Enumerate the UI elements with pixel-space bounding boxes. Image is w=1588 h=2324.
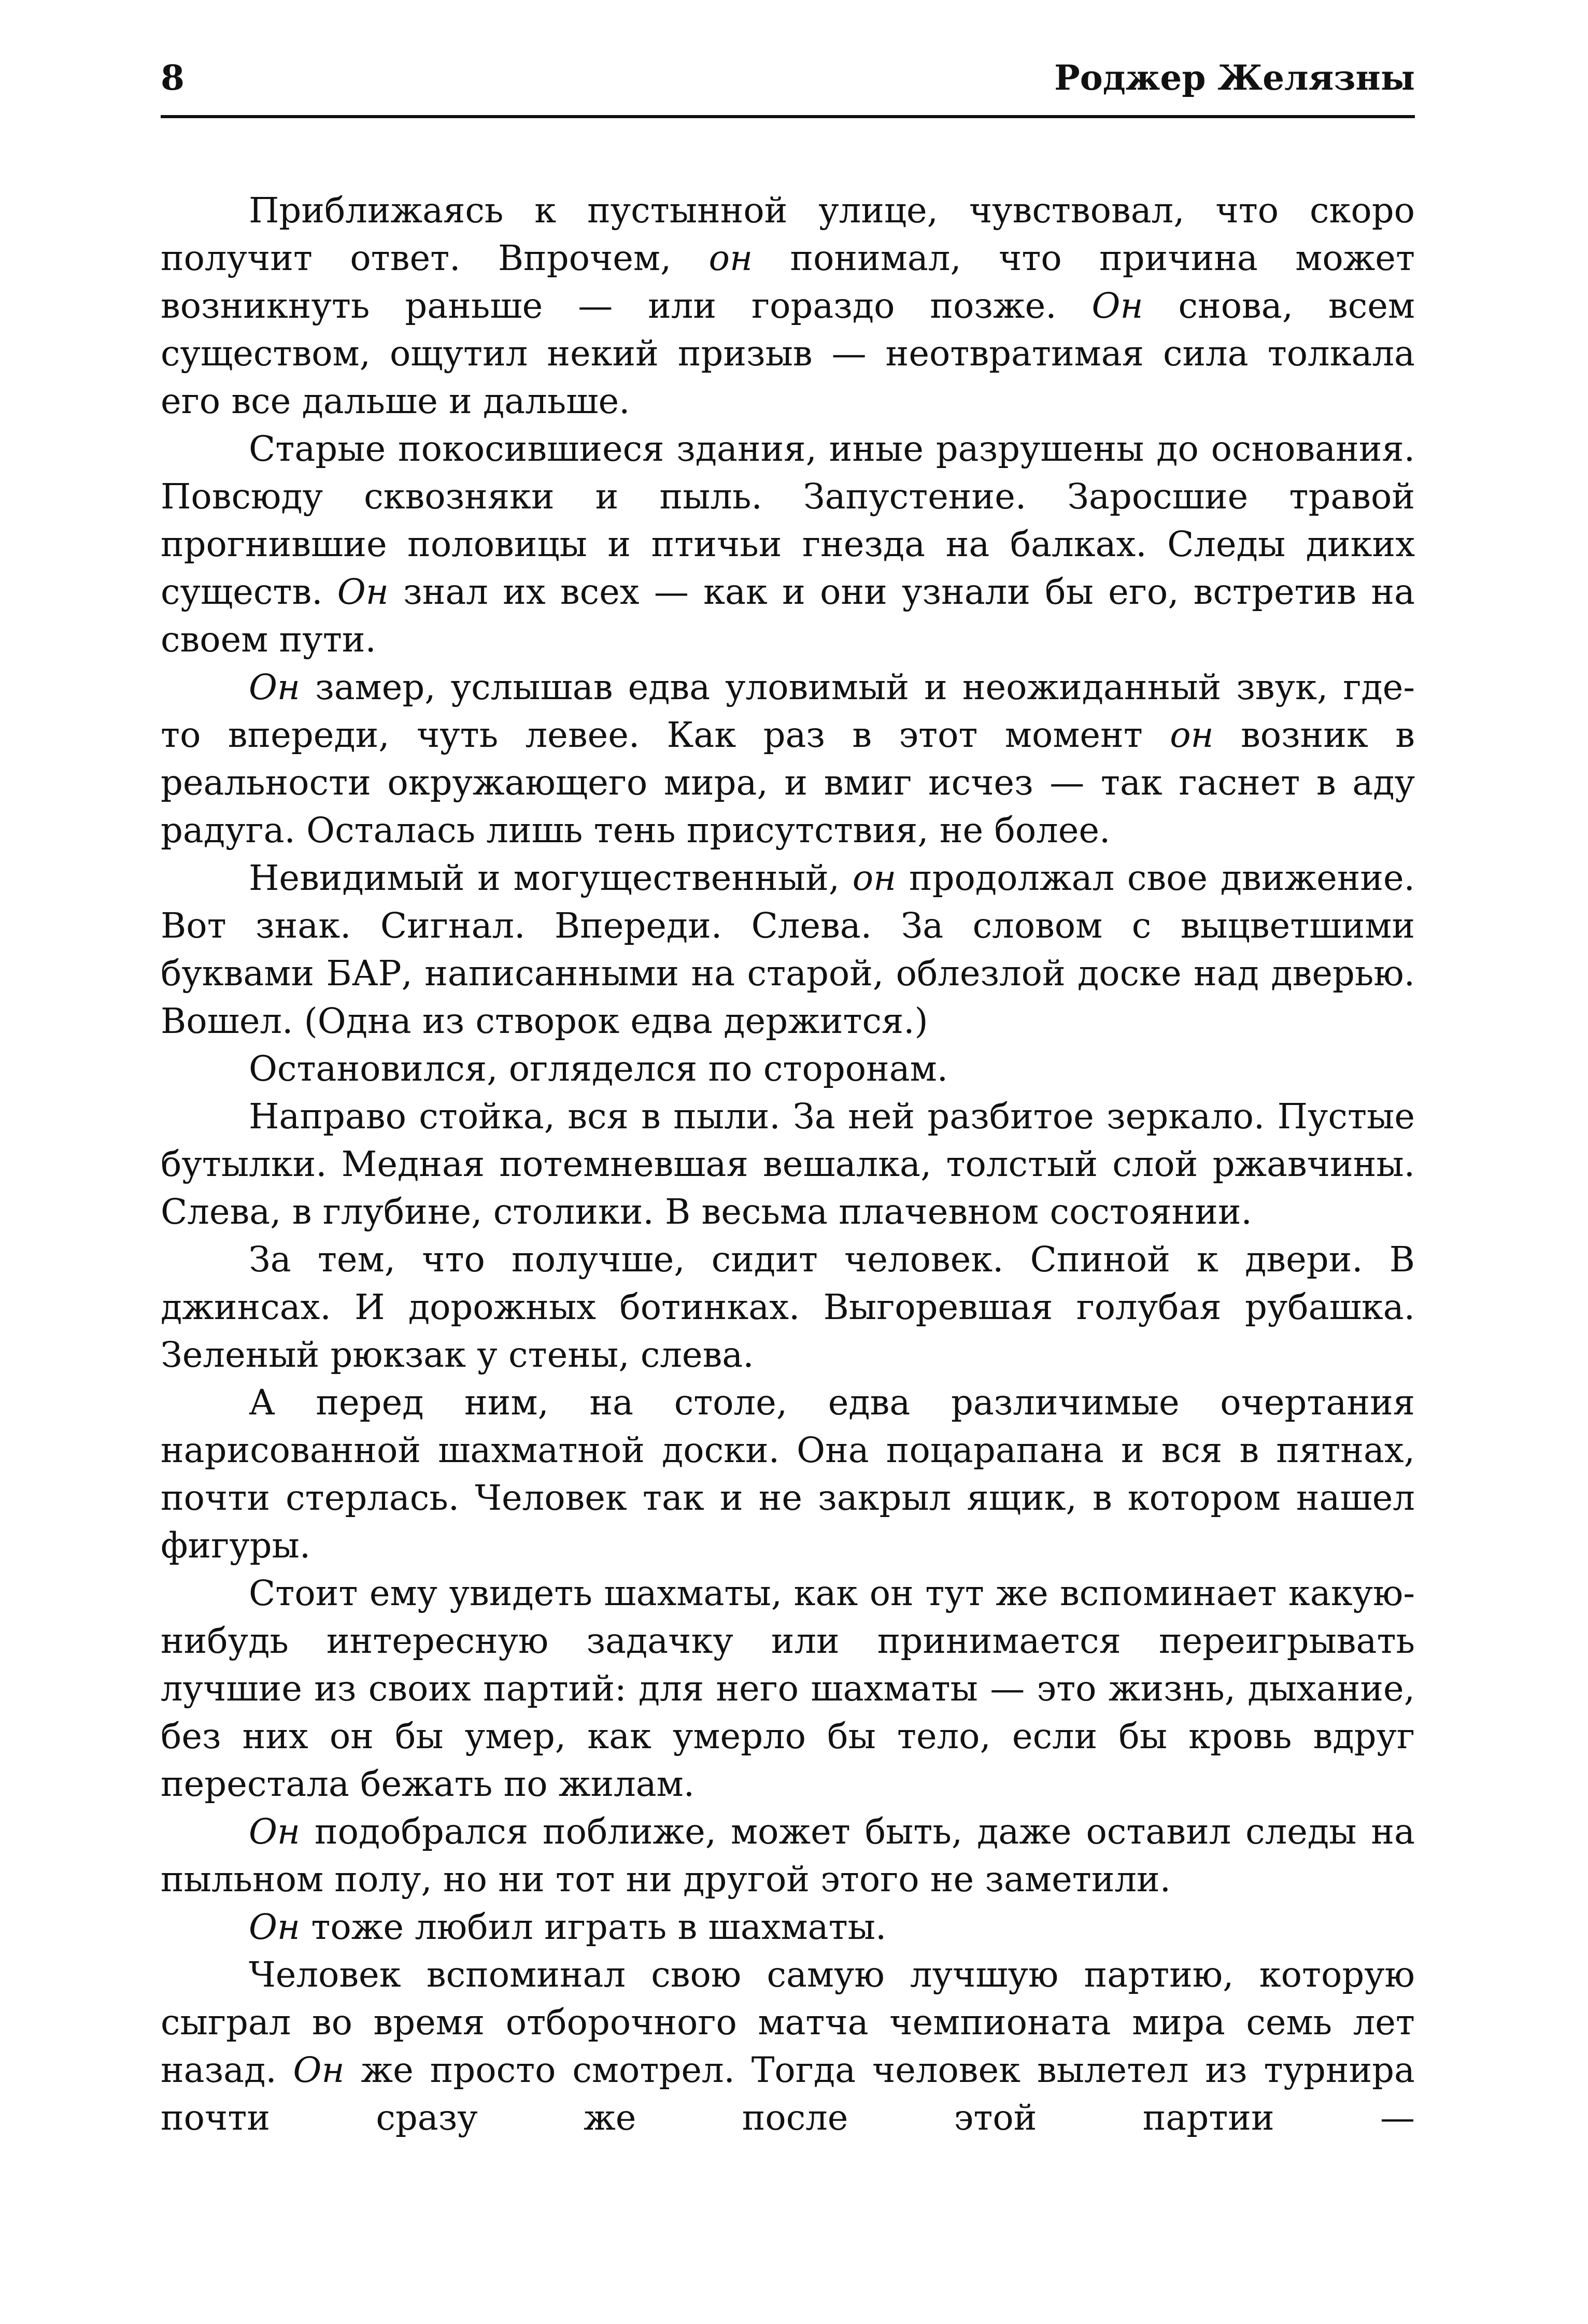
text-run: За тем, что получше, сидит человек. Спиной к двери. В джинсах. И дорожных ботинках. Выгоревшая голубая рубашка. Зеленый рюкзак у стены, слева. [161, 1239, 1415, 1375]
italic-pronoun: Он [249, 667, 301, 707]
italic-pronoun: Он [249, 1907, 301, 1947]
text-run: замер, услышав едва уловимый и неожиданный звук, где-то впереди, чуть левее. Как раз в этот момент [161, 667, 1415, 755]
text-run: Невидимый и могущественный, [249, 858, 853, 898]
paragraph [161, 1808, 1415, 1903]
body-text [161, 187, 1415, 2142]
italic-pronoun: он [852, 858, 897, 898]
paragraph [161, 1236, 1415, 1379]
text-run: Направо стойка, вся в пыли. За ней разбитое зеркало. Пустые бутылки. Медная потемневшая вешалка, толстый слой ржавчины. Слева, в глубине, столики. В весьма плачевном состоянии. [161, 1096, 1415, 1232]
text-run: снова, всем существом, ощутил некий призыв — неотвратимая сила толкала его все дальше и дальше. [161, 286, 1415, 421]
italic-pronoun: он [1170, 715, 1214, 755]
running-title: Роджер Желязны [1054, 58, 1415, 98]
italic-pronoun: Он [1091, 286, 1143, 326]
paragraph [161, 187, 1415, 425]
paragraph [161, 854, 1415, 1045]
text-run: возник в реальности окружающего мира, и вмиг исчез — так гаснет в аду радуга. Осталась лишь тень присутствия, не более. [161, 715, 1415, 851]
text-run: продолжал свое движение. Вот знак. Сигнал. Впереди. Слева. За словом с выцветшими буквами БАР, написанными на старой, облезлой доске над дверью. Вошел. (Одна из створок едва держится.) [161, 858, 1415, 1041]
paragraph [161, 1379, 1415, 1569]
text-run: тоже любил играть в шахматы. [300, 1907, 887, 1947]
paragraph [161, 1903, 1415, 1951]
text-run: Приближаясь к пустынной улице, чувствовал, что скоро получит ответ. Впрочем, [161, 190, 1415, 278]
text-run: подобрался поближе, может быть, даже оставил следы на пыльном полу, но ни тот ни другой этого не заметили. [161, 1811, 1415, 1900]
paragraph [161, 1951, 1415, 2142]
paragraph [161, 1045, 1415, 1093]
text-run: же просто смотрел. Тогда человек вылетел из турнира почти сразу же после этой партии — [161, 2050, 1415, 2138]
paragraph [161, 1569, 1415, 1808]
text-run: Остановился, огляделся по сторонам. [249, 1048, 948, 1089]
text-run: Человек вспоминал свою самую лучшую партию, которую сыграл во время отборочного матча чемпионата мира семь лет назад. [161, 1954, 1415, 2090]
header-rule [161, 115, 1415, 118]
italic-pronoun: Он [293, 2050, 345, 2090]
text-run: А перед ним, на столе, едва различимые очертания нарисованной шахматной доски. Она поцарапана и вся в пятнах, почти стерлась. Человек так и не закрыл ящик, в котором нашел фигуры. [161, 1382, 1415, 1566]
paragraph [161, 425, 1415, 663]
paragraph [161, 663, 1415, 854]
text-run: понимал, что причина может возникнуть раньше — или гораздо позже. [161, 238, 1415, 326]
text-run: Стоит ему увидеть шахматы, как он тут же вспоминает какую-нибудь интересную задачку или принимается переигрывать лучшие из своих партий: для него шахматы — это жизнь, дыхание, без них он бы умер, как умерло бы тело, если бы кровь вдруг перестала бежать по жилам. [161, 1573, 1415, 1804]
page-number: 8 [161, 58, 185, 98]
paragraph [161, 1093, 1415, 1236]
text-run: знал их всех — как и они узнали бы его, встретив на своем пути. [161, 572, 1415, 660]
italic-pronoun: Он [337, 572, 389, 612]
running-head [161, 49, 1415, 106]
italic-pronoun: он [708, 238, 753, 278]
italic-pronoun: Он [249, 1811, 301, 1852]
text-run: Старые покосившиеся здания, иные разрушены до основания. Повсюду сквозняки и пыль. Запустение. Заросшие травой прогнившие половицы и птичьи гнезда на балках. Следы диких существ. [161, 429, 1415, 612]
